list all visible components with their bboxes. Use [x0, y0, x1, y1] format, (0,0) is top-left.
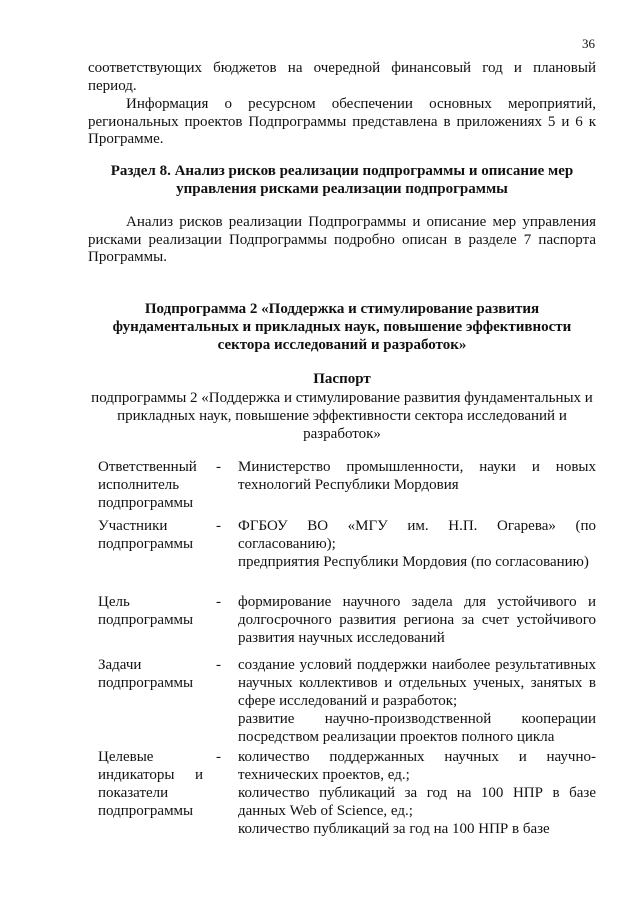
indicators-value [238, 748, 596, 838]
tasks-label: Задачи подпрограммы [98, 657, 194, 691]
participants-value [238, 517, 596, 571]
executor-value [238, 458, 596, 494]
passport-subtitle: подпрограммы 2 «Поддержка и стимулирование развития фундаментальных и прикладных наук, повышение эффективности сектора исследований и разработок» [91, 390, 593, 442]
section-8-title: Раздел 8. Анализ рисков реализации подпрограммы и описание мер управления рисками реализации подпрограммы [110, 163, 574, 197]
intro-paragraph-2: Информация о ресурсном обеспечении основных мероприятий, региональных проектов Подпрограммы представлена в приложениях 5 и 6 к Программе. [88, 96, 596, 147]
page-number: 36 [582, 36, 595, 51]
participants-dash: - [216, 518, 221, 534]
intro-paragraph-1: соответствующих бюджетов на очередной финансовый год и плановый период. [88, 60, 596, 94]
tasks-value [238, 656, 596, 746]
goal-dash: - [216, 594, 221, 610]
goal-value [238, 593, 596, 647]
goal-label: Цель подпрограммы [98, 594, 194, 628]
indicators-value-2: количество публикаций за год на 100 НПР в базе данных Web of Science, ед.; [238, 785, 596, 819]
indicators-value-1: количество поддержанных научных и научно-технических проектов, ед.; [238, 749, 596, 783]
subprogram-title: Подпрограмма 2 «Поддержка и стимулирование развития фундаментальных и прикладных наук, повышение эффективности сектора исследований и разработок» [112, 301, 572, 353]
section-8-text: Анализ рисков реализации Подпрограммы и описание мер управления рисками реализации Подпрограммы подробно описан в разделе 7 паспорта Программы. [88, 214, 596, 265]
passport-title: Паспорт [313, 371, 371, 387]
participants-value-1: ФГБОУ ВО «МГУ им. Н.П. Огарева» (по согласованию); [238, 518, 596, 552]
indicators-label: Целевые индикаторы и показатели подпрограммы [98, 749, 203, 819]
indicators-value-3: количество публикаций за год на 100 НПР в базе [238, 821, 550, 837]
tasks-value-2: развитие научно-производственной кооперации посредством реализации проектов полного цикла [238, 711, 596, 745]
goal-value-text: формирование научного задела для устойчивого и долгосрочного развития региона за счет устойчивого развития научных исследований [238, 594, 596, 646]
indicators-dash: - [216, 749, 221, 765]
executor-value-text: Министерство промышленности, науки и новых технологий Республики Мордовия [238, 459, 596, 493]
tasks-value-1: создание условий поддержки наиболее результативных научных коллективов и отдельных ученых, занятых в сфере исследований и разработок; [238, 657, 596, 709]
executor-dash: - [216, 459, 221, 475]
participants-label: Участники подпрограммы [98, 518, 194, 552]
executor-label: Ответственный исполнитель подпрограммы [98, 459, 197, 511]
tasks-dash: - [216, 657, 221, 673]
participants-value-2: предприятия Республики Мордовия (по согласованию) [238, 554, 589, 570]
